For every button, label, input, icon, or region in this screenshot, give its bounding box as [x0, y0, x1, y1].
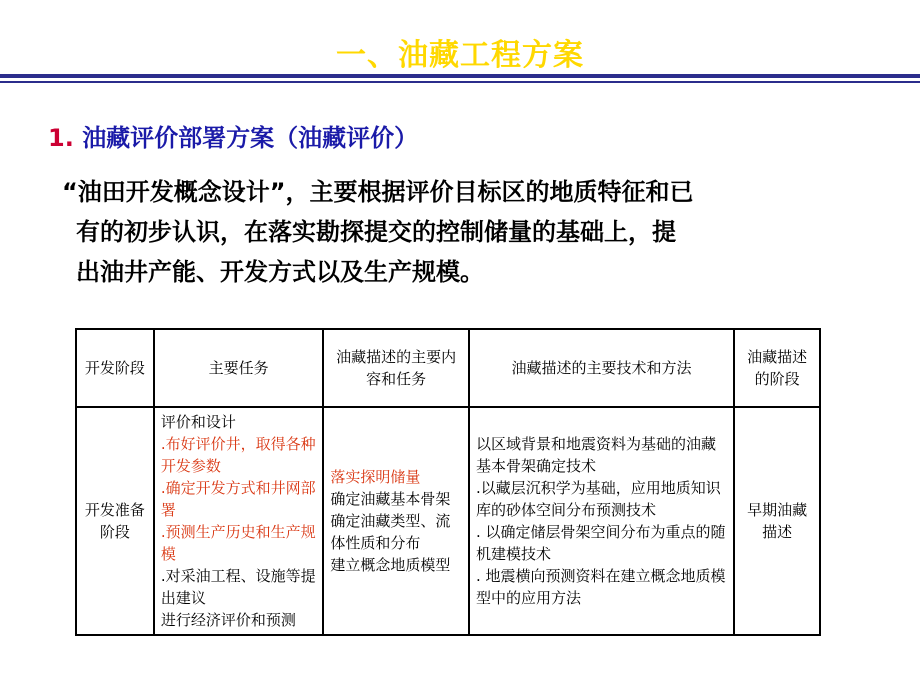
cell-content	[323, 407, 469, 635]
cell-stage: 开发准备阶段	[76, 407, 154, 635]
cell-tasks	[154, 407, 324, 635]
section-title: 油藏评价部署方案（油藏评价）	[82, 124, 419, 152]
task-item: .预测生产历史和生产规模	[160, 523, 316, 563]
slide-title: 一、油藏工程方案	[336, 38, 584, 73]
table-header-row	[76, 329, 820, 407]
cell-methods	[469, 407, 734, 635]
section-number: 1.	[48, 124, 74, 152]
content-item: 确定油藏类型、流体性质和分布	[330, 512, 451, 552]
description-paragraph	[62, 172, 882, 292]
header-methods: 油藏描述的主要技术和方法	[469, 329, 734, 407]
method-item: . 以确定储层骨架空间分布为重点的随机建模技术	[475, 523, 726, 563]
section-heading	[48, 118, 418, 153]
cell-description-stage: 早期油藏描述	[734, 407, 820, 635]
task-item: .布好评价井，取得各种开发参数	[160, 435, 316, 475]
content-item: 建立概念地质模型	[330, 556, 451, 574]
task-item: .确定开发方式和井网部署	[160, 479, 316, 519]
task-item: .对采油工程、设施等提出建议	[160, 567, 316, 607]
title-divider-thick	[0, 74, 920, 78]
method-item: . 地震横向预测资料在建立概念地质模型中的应用方法	[475, 567, 726, 607]
development-stage-table	[75, 328, 821, 636]
title-divider-thin	[0, 81, 920, 83]
task-item: 评价和设计	[160, 413, 236, 431]
content-item: 落实探明储量	[330, 468, 421, 486]
method-item: 以区域背景和地震资料为基础的油藏基本骨架确定技术	[475, 435, 716, 475]
header-content: 油藏描述的主要内容和任务	[323, 329, 469, 407]
header-tasks: 主要任务	[154, 329, 324, 407]
paragraph-line-1: “油田开发概念设计”，主要根据评价目标区的地质特征和已	[62, 178, 694, 206]
header-description-stage: 油藏描述的阶段	[734, 329, 820, 407]
method-item: .以藏层沉积学为基础，应用地质知识库的砂体空间分布预测技术	[475, 479, 721, 519]
paragraph-line-2: 有的初步认识，在落实勘探提交的控制储量的基础上，提	[76, 218, 676, 246]
header-stage: 开发阶段	[76, 329, 154, 407]
task-item: 进行经济评价和预测	[160, 611, 296, 629]
content-item: 确定油藏基本骨架	[330, 490, 451, 508]
paragraph-line-3: 出油井产能、开发方式以及生产规模。	[76, 258, 484, 286]
table-row	[76, 407, 820, 635]
